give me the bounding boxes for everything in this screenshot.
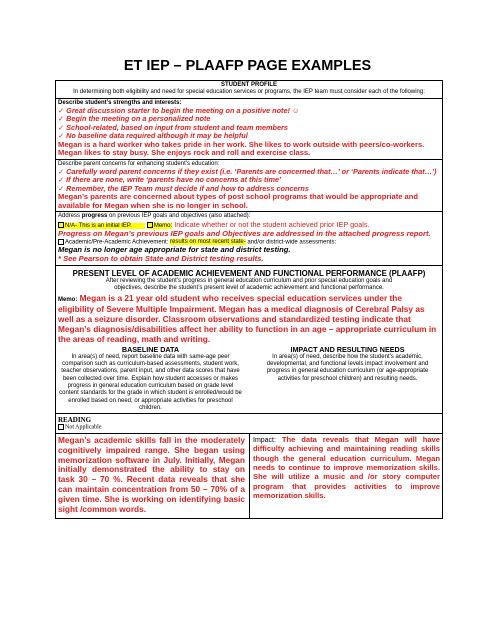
academic-example: Megan is no longer age appropriate for state and district testing. (58, 245, 291, 255)
strengths-item: ✓ School-related, based on input from student and team members (58, 122, 288, 132)
plaafp-intro: After reviewing the student’s progress in general education curriculum and prior special education goals and objectives, describe the student’s present level of academic achievement and functional performance. (105, 277, 393, 291)
strengths-item: ✓ Great discussion starter to begin the meeting on a positive note! ☺ (58, 105, 300, 115)
student-profile-heading: STUDENT PROFILE (220, 82, 277, 88)
academic-note: * See Pearson to obtain State and District testing results. (58, 254, 264, 264)
strengths-example: Megan is a hard worker who takes pride in her work. She likes to work outside with peers/co-workers. Megan likes to stay busy. She enjoys rock and roll and exercise class. (58, 139, 425, 158)
parent-item: ✓ Carefully word parent concerns if they exist (i.e. ‘Parents are concerned that…’ or ‘Parents indicate that…’) (58, 167, 437, 176)
parent-concerns-label: Describe parent concerns for enhancing student’s education: (58, 160, 220, 167)
reading-heading: READING (58, 416, 92, 425)
checkbox-icon (58, 424, 64, 430)
parent-item: ✓ If there are none, write ‘parents have no concerns at this time’ (58, 175, 282, 185)
not-applicable-option[interactable]: Not Applicable (58, 424, 440, 432)
progress-label: Address progress on previous IEP goals and objectives (also attached): (58, 213, 251, 220)
plaafp-heading: PRESENT LEVEL OF ACADEMIC ACHIEVEMENT AND FUNCTIONAL PERFORMANCE (PLAAFP) (72, 268, 426, 278)
student-profile-intro: In determining both eligibility and need for special education services or programs, the IEP team must consider each of the following: (73, 89, 425, 96)
academic-label: Academic/Pre-Academic Achievement: results on most recent state- and/or district-wide assessments: (58, 239, 440, 247)
checkbox-icon[interactable] (58, 239, 64, 245)
parent-example: Megan’s parents are concerned about types of post school programs that would be appropriate and available for Megan when she is no longer in school. (58, 192, 419, 210)
page-title: ET IEP – PLAAFP PAGE EXAMPLES (123, 58, 372, 74)
baseline-text: In area(s) of need, report baseline data with same-age peer comparison such as curriculum-based assessments, student work, teacher observations, parent input, and other data scores that have been collected over time. Explain how student accesses or makes progress in general education curriculum based on grade level content standards for the grade in which student is enrolled/would be enrolled based on need, or appropriate activities for preschool children. (59, 353, 242, 411)
baseline-column (58, 346, 249, 412)
reading-header (55, 413, 443, 433)
parent-item: ✓ Remember, the IEP Team must decide if and how to address concerns (58, 183, 309, 193)
impact-heading: IMPACT AND RESULTING NEEDS (290, 344, 405, 354)
memo-text: Indicate whether or not the student achieved prior IEP goals. (172, 219, 370, 229)
reading-section (55, 433, 443, 519)
progress-example: Progress on Megan’s previous IEP goals and Objectives are addressed in the attached progress report. (58, 229, 431, 238)
baseline-heading: BASELINE DATA (121, 344, 180, 354)
na-option[interactable]: N/A- This is an initial IEP. (58, 223, 145, 229)
impact-text: In area(s) of need, describe how the student’s academic, developmental, and functional levels impact involvement and progress in general education curriculum (or age-appropriate activities for preschool children) and resulting needs. (266, 353, 429, 382)
iep-form (55, 80, 443, 519)
plaafp-memo: Memo: Megan is a 21 year old student who receives special education services under the eligibility of Severe Multiple Impairment. Megan has a medical diagnosis of Cerebral Palsy as well as a seizure disorder. Classroom observations and standardized testing indicate that Megan’s diagnosis/disabilities affect her ability to function in an age – appropriate curriculum in the areas of reading, math and writing. (58, 293, 437, 345)
strengths-label: Describe student’s strengths and interests: (58, 99, 182, 106)
checkbox-icon (147, 222, 153, 228)
progress-section (55, 211, 443, 264)
parent-concerns-section (55, 159, 443, 212)
reading-impact: Impact: The data reveals that Megan will have difficulty achieving and maintaining reading skills though the general education curriculum. Megan needs to continue to improve memorization skills. She will utilize a music and /or story computer program that provides activities to improve memorization skills. (249, 434, 442, 518)
baseline-impact-columns (58, 346, 440, 412)
reading-columns (56, 434, 442, 518)
memo-option[interactable]: Memo: (147, 223, 172, 229)
checkbox-icon (58, 222, 64, 228)
strengths-item: ✓ Begin the meeting on a personalized note (58, 114, 211, 124)
strengths-section (55, 98, 443, 159)
plaafp-section (55, 265, 443, 413)
impact-column (249, 346, 440, 412)
reading-baseline-text: Megan’s academic skills fall in the moderately cognitively impaired range. She began using memorization software in July. Initially, Megan initially demonstrated the ability to stay on task 30 – 70 %. Recent data reveals that she can maintain concentration from 50 – 70% of a given time. She is working on identifying basic sight /common words. (58, 435, 245, 514)
strengths-item: ✓ No baseline data required although it may be helpful (58, 131, 248, 141)
student-profile-section (55, 80, 443, 98)
